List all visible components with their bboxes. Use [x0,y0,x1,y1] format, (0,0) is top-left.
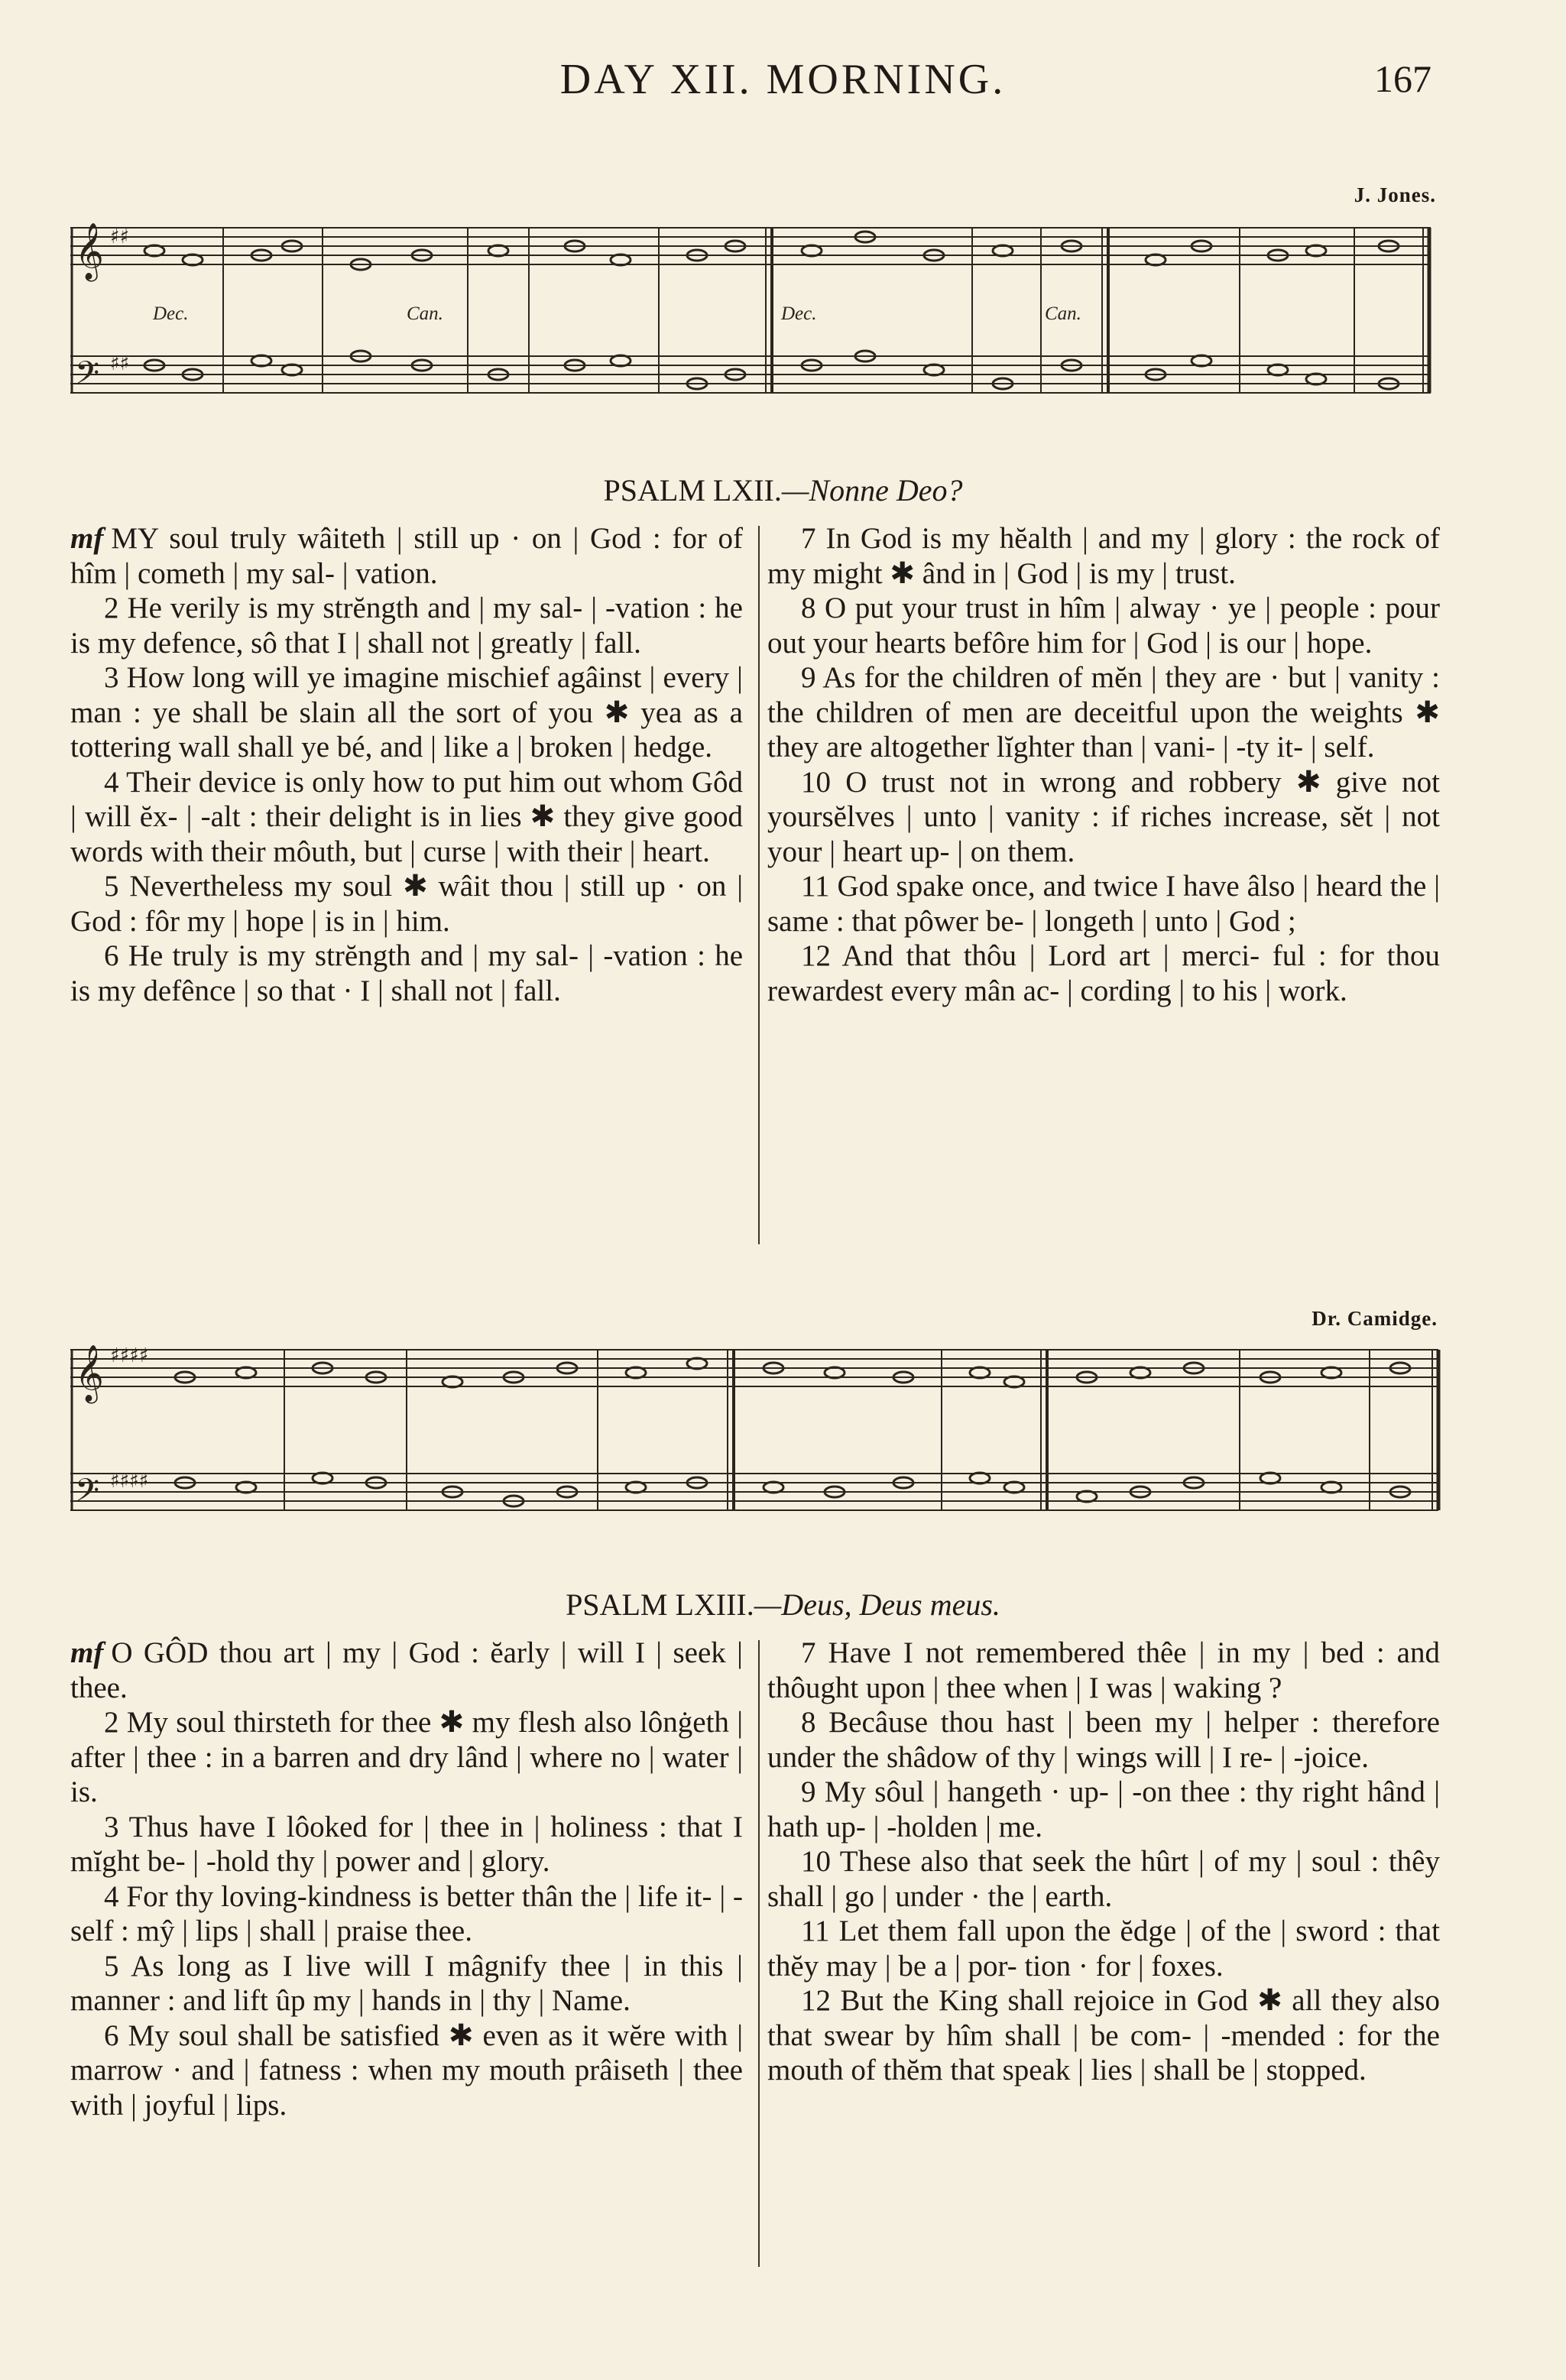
psalm-63-verse-8: 8 Becâuse thou hast | been my | helper : therefore under the shâdow of thy | wings will | I re- | -joice. [767,1706,1440,1774]
chant-score-1 [70,220,1446,419]
psalm-62-verse-2: 2 He verily is my strĕngth and | my sal- | -vation : he is my defence, sô that I | shall not | greatly | fall. [70,592,743,660]
composer-camidge: Dr. Camidge. [1311,1307,1438,1330]
svg-text:𝄞: 𝄞 [75,1345,104,1402]
dynamic-mf-63: mf [70,1636,104,1669]
psalm-62-heading [0,472,1566,508]
chant-score-2 [70,1336,1446,1542]
dynamic-dec-2: Dec. [781,303,817,324]
psalm-62-subtitle: —Nonne Deo? [781,473,963,507]
psalm-63-column-left [70,1636,743,2122]
svg-text:♯♯: ♯♯ [110,225,130,248]
psalm-62-verse-10: 10 O trust not in wrong and robbery ✱ give not yoursĕlves | unto | vanity : if riches increase, sĕt | not your | heart up- | on them. [767,765,1440,868]
psalm-63-verse-4: 4 For thy loving-kindness is better thân the | life it- | -self : mŷ | lips | shall | praise thee. [70,1879,743,1947]
psalm-63-verse-2: 2 My soul thirsteth for thee ✱ my flesh also lônġeth | after | thee : in a barren and dry lând | where no | water | is. [70,1706,743,1808]
psalm-62-verse-5: 5 Nevertheless my soul ✱ wâit thou | still up · on | God : fôr my | hope | is in | him. [70,870,743,938]
psalm-62-column-right [767,521,1440,1008]
psalm-62-title: PSALM LXII. [603,473,782,507]
psalm-63-verse-6: 6 My soul shall be satisfied ✱ even as it wĕre with | marrow · and | fatness : when my mouth prâiseth | thee with | joyful | lips. [70,2018,743,2122]
dynamic-mf-62: mf [70,522,104,555]
psalm-62-verse-9: 9 As for the children of mĕn | they are · but | vanity : the children of men are deceitful upon the weights ✱ they are altogether lĭghter than | vani- | -ty it- | self. [767,661,1440,764]
psalm-62-verse-7: 7 In God is my hĕalth | and my | glory : the rock of my might ✱ ând in | God | is my | trust. [767,522,1440,590]
psalm-62-verse-8: 8 O put your trust in hîm | alway · ye | people : pour out your hearts befôre him for | God | is our | hope. [767,592,1440,660]
psalm-63-verse-9: 9 My sôul | hangeth · up- | -on thee : thy right hând | hath up- | -holden | me. [767,1775,1440,1843]
psalm-63-verse-10: 10 These also that seek the hûrt | of my | soul : thêy shall | go | under · the | earth. [767,1845,1440,1913]
psalm-63-verse-3: 3 Thus have I lôoked for | thee in | holiness : that I mĭght be- | -hold thy | power and | glory. [70,1810,743,1878]
psalm-63-verse-11: 11 Let them fall upon the ĕdge | of the | sword : that thĕy may | be a | por- tion · for | foxes. [767,1915,1440,1983]
psalm-62-verse-3: 3 How long will ye imagine mischief agâinst | every | man : ye shall be slain all the sort of you ✱ yea as a tottering wall shall ye bé, and | like a | broken | hedge. [70,661,743,764]
svg-text:♯♯♯♯: ♯♯♯♯ [110,1470,149,1493]
psalm-62-verse-4: 4 Their device is only how to put him out whom Gôd | will ĕx- | -alt : their delight is in lies ✱ they give good words with their môuth, but | curse | with their | heart. [70,765,743,868]
page-number: 167 [1374,57,1431,100]
psalm-63-verse-12: 12 But the King shall rejoice in God ✱ all they also that swear by hîm shall | be com- | -mended : for the mouth of thĕm that speak | lies | shall be | stopped. [767,1984,1440,2087]
psalm-62-verse-6: 6 He truly is my strĕngth and | my sal- | -vation : he is my defênce | so that · I | shall not | fall. [70,939,743,1007]
psalm-63-verse-7: 7 Have I not remembered thêe | in my | bed : and thôught upon | thee when | I was | waking ? [767,1636,1440,1704]
svg-text:♯♯♯♯: ♯♯♯♯ [110,1344,149,1367]
dynamic-can-2: Can. [1045,303,1081,324]
psalm-63-verse-1: O GÔD thou art | my | God : ĕarly | will I | seek | thee. [70,1636,743,1704]
page-header [0,55,1566,116]
dynamic-dec-1: Dec. [153,303,189,324]
column-divider-62 [758,526,760,1244]
chant-2-staves [70,1336,1446,1542]
psalm-63-subtitle: —Deus, Deus meus. [754,1587,1000,1622]
column-divider-63 [758,1640,760,2267]
psalm-62-verse-1: MY soul truly wâiteth | still up · on | God : for of hîm | cometh | my sal- | vation. [70,522,743,590]
svg-text:♯♯: ♯♯ [110,352,130,375]
dynamic-can-1: Can. [407,303,443,324]
svg-text:𝄢: 𝄢 [75,355,100,399]
composer-jones: J. Jones. [1354,183,1436,206]
chant-1-staves [70,220,1446,419]
page-title: DAY XII. MORNING. [559,56,1007,103]
psalm-63-title: PSALM LXIII. [566,1587,754,1622]
svg-text:𝄢: 𝄢 [75,1472,100,1516]
psalm-62-column-left [70,521,743,1008]
svg-text:𝄞: 𝄞 [75,223,104,280]
psalm-63-verse-5: 5 As long as I live will I mâgnify thee | in this | manner : and lift ûp my | hands in | thy | Name. [70,1949,743,2017]
psalm-62-verse-12: 12 And that thôu | Lord art | merci- ful : for thou rewardest every mân ac- | cording | to his | work. [767,939,1440,1007]
psalm-63-column-right [767,1636,1440,2088]
psalm-62-verse-11: 11 God spake once, and twice I have âlso | heard the | same : that pôwer be- | longeth | unto | God ; [767,870,1440,938]
psalm-63-heading [0,1587,1566,1623]
